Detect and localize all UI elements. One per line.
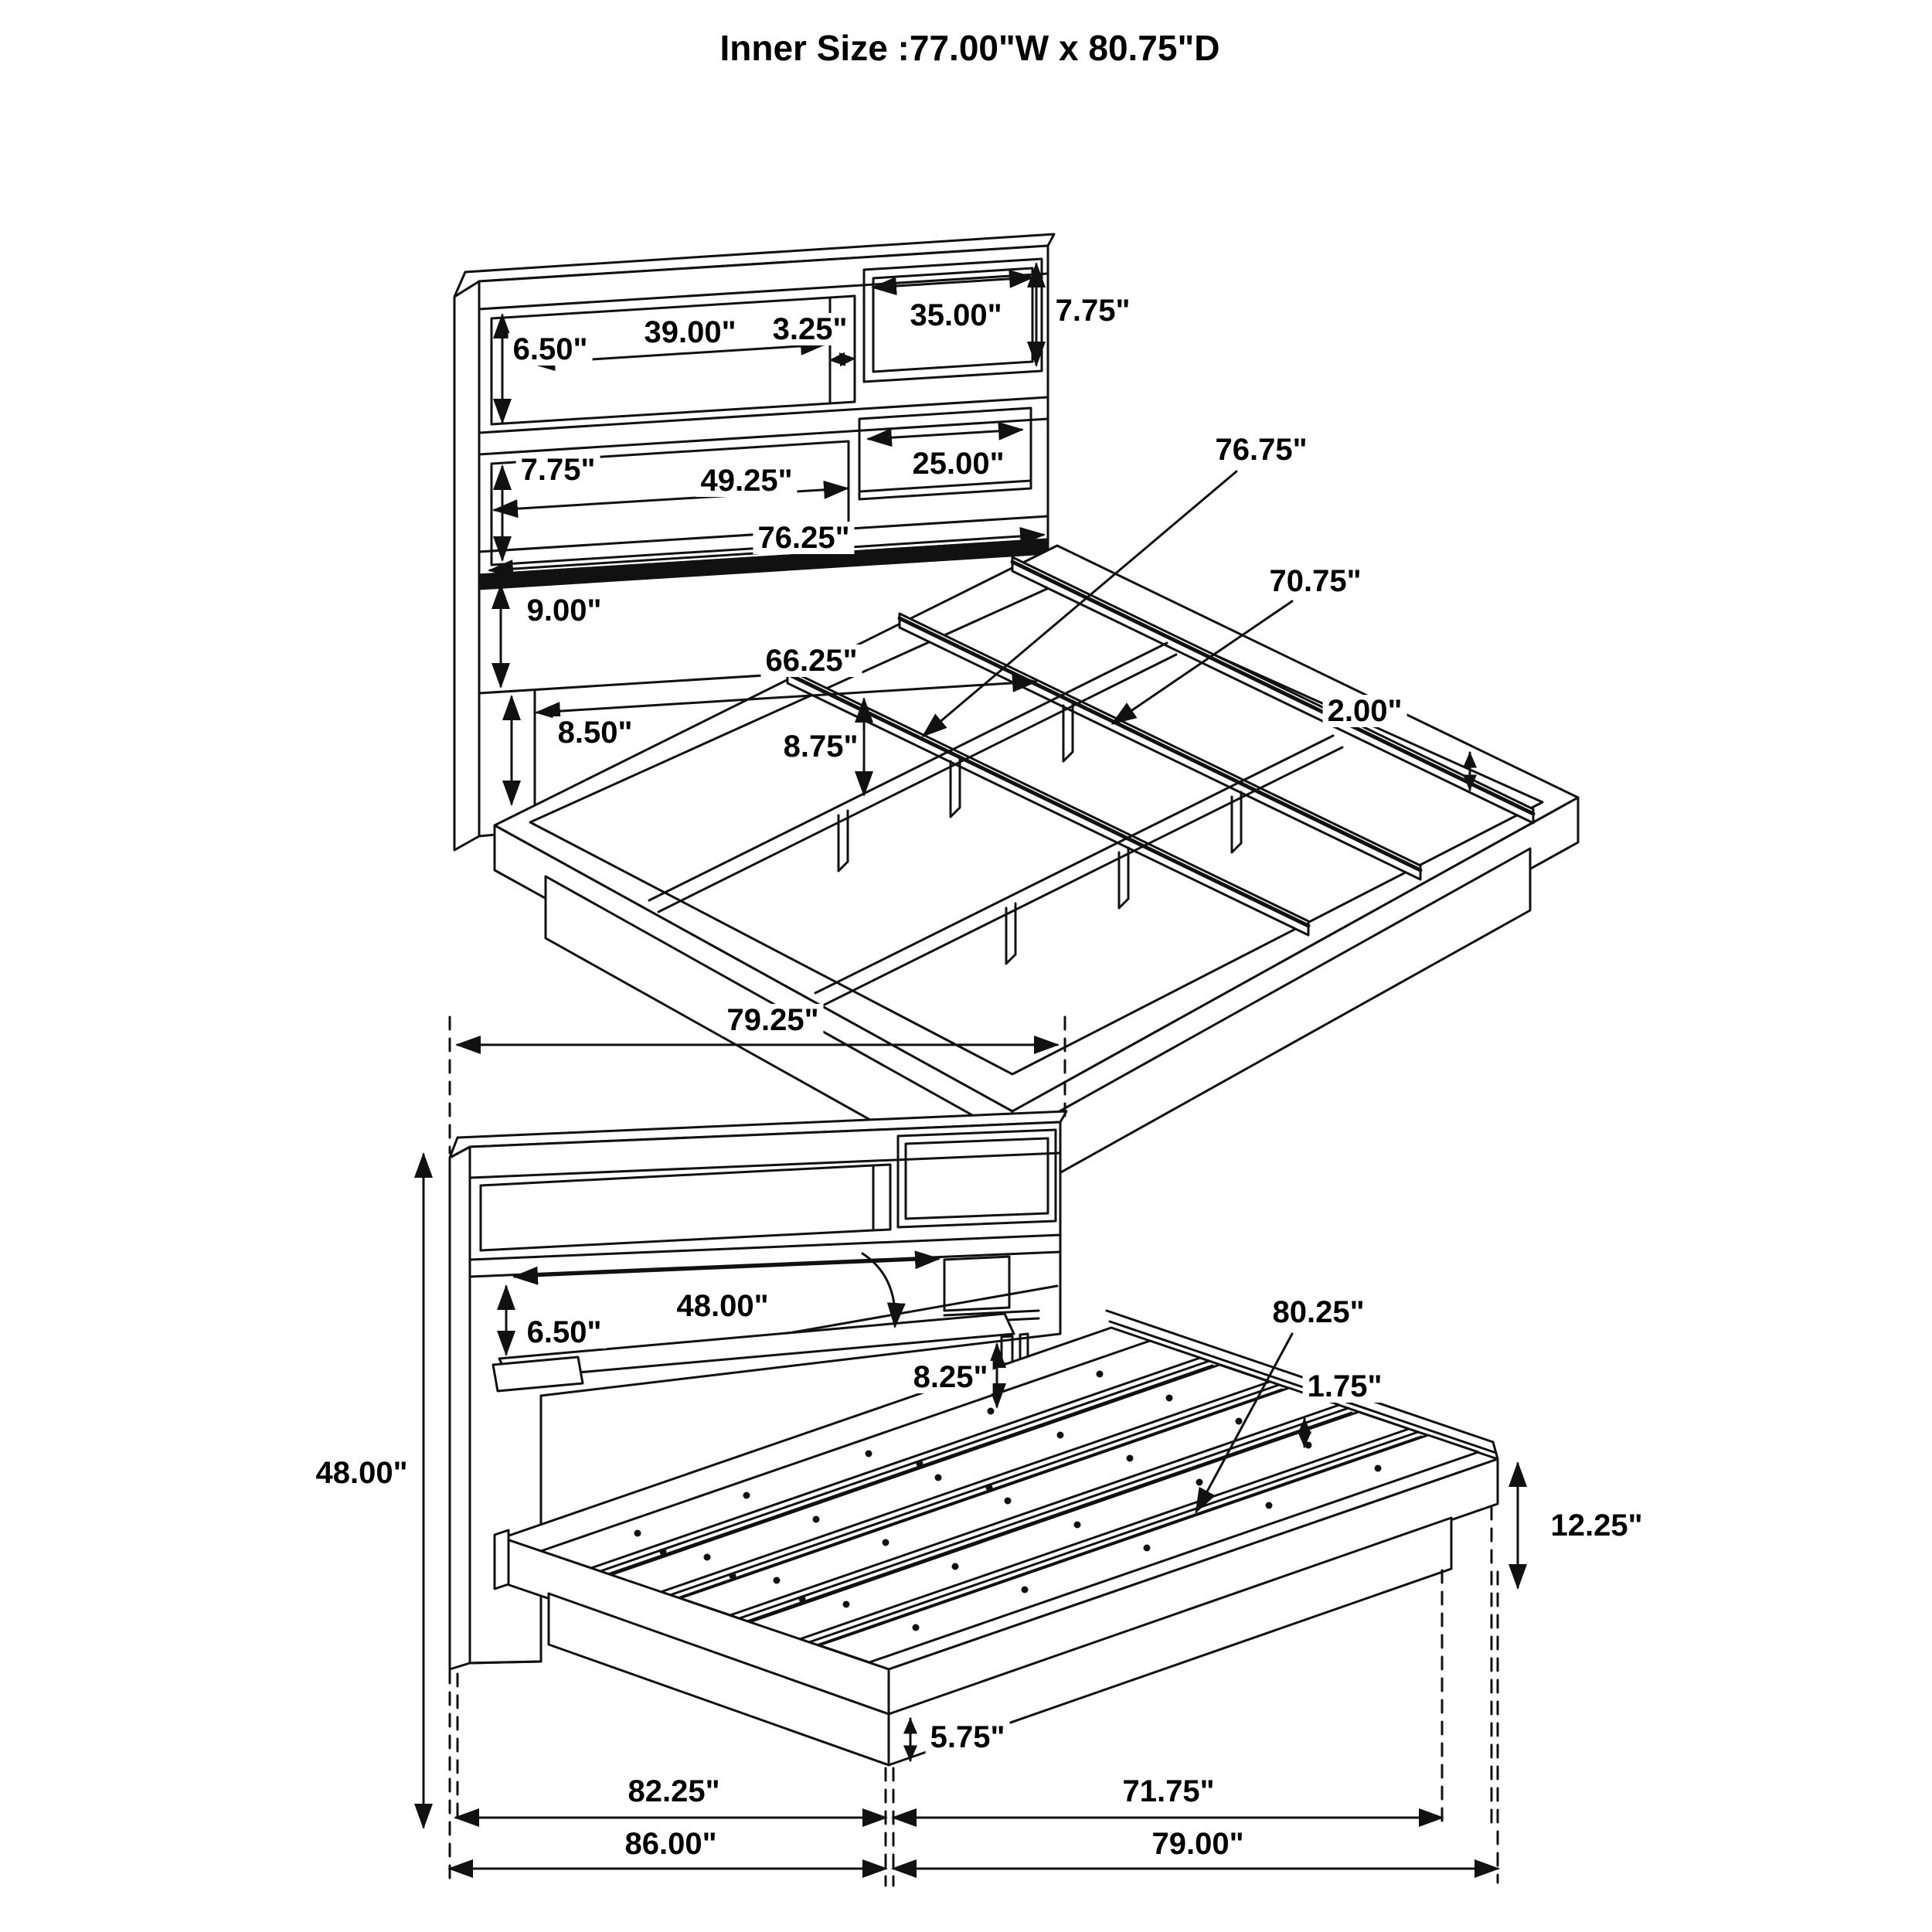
- dim-clearance-height: 8.50": [553, 716, 638, 749]
- dim-rail-lip: 2.00": [1323, 695, 1407, 727]
- dim-front-height: 48.00": [311, 1457, 412, 1489]
- dim-leg-height: 8.75": [779, 730, 863, 763]
- dim-cubby-width: 25.00": [907, 447, 1009, 480]
- dim-slat-length: 80.25": [1267, 1296, 1369, 1328]
- dim-front-clearance: 8.25": [909, 1361, 993, 1393]
- page-title: Inner Size :77.00"W x 80.75"D: [719, 28, 1220, 68]
- dim-panel-height: 9.00": [522, 594, 607, 627]
- dim-front-width: 79.25": [722, 1004, 823, 1036]
- dim-side-rail-length: 76.75": [1210, 434, 1311, 466]
- dim-slat-thickness: 1.75": [1303, 1370, 1387, 1403]
- dim-overall-depth: 86.00": [620, 1828, 721, 1860]
- front-view: [423, 1017, 1518, 1886]
- dim-left-span: 82.25": [623, 1775, 724, 1808]
- dim-panel-width: 76.25": [753, 522, 854, 554]
- dim-divider-width: 3.25": [768, 313, 852, 345]
- dim-center-rail-length: 70.75": [1264, 565, 1366, 597]
- dim-cabinet-width: 35.00": [905, 299, 1006, 332]
- dim-shelf2-width: 49.25": [696, 464, 797, 497]
- dim-shelf-height: 6.50": [509, 333, 593, 366]
- dim-opening-width: 66.25": [760, 645, 862, 677]
- dim-platform-depth: 79.00": [1147, 1828, 1248, 1860]
- dim-front-opening-width: 48.00": [672, 1290, 773, 1322]
- dim-front-opening-height: 6.50": [522, 1316, 607, 1349]
- dim-shelf2-height: 7.75": [516, 454, 600, 486]
- dim-cabinet-height: 7.75": [1051, 294, 1135, 327]
- dim-right-span: 71.75": [1117, 1775, 1219, 1808]
- dim-base-height: 5.75": [926, 1721, 1010, 1753]
- dim-platform-height: 12.25": [1546, 1509, 1647, 1542]
- dim-shelf-width: 39.00": [639, 316, 740, 349]
